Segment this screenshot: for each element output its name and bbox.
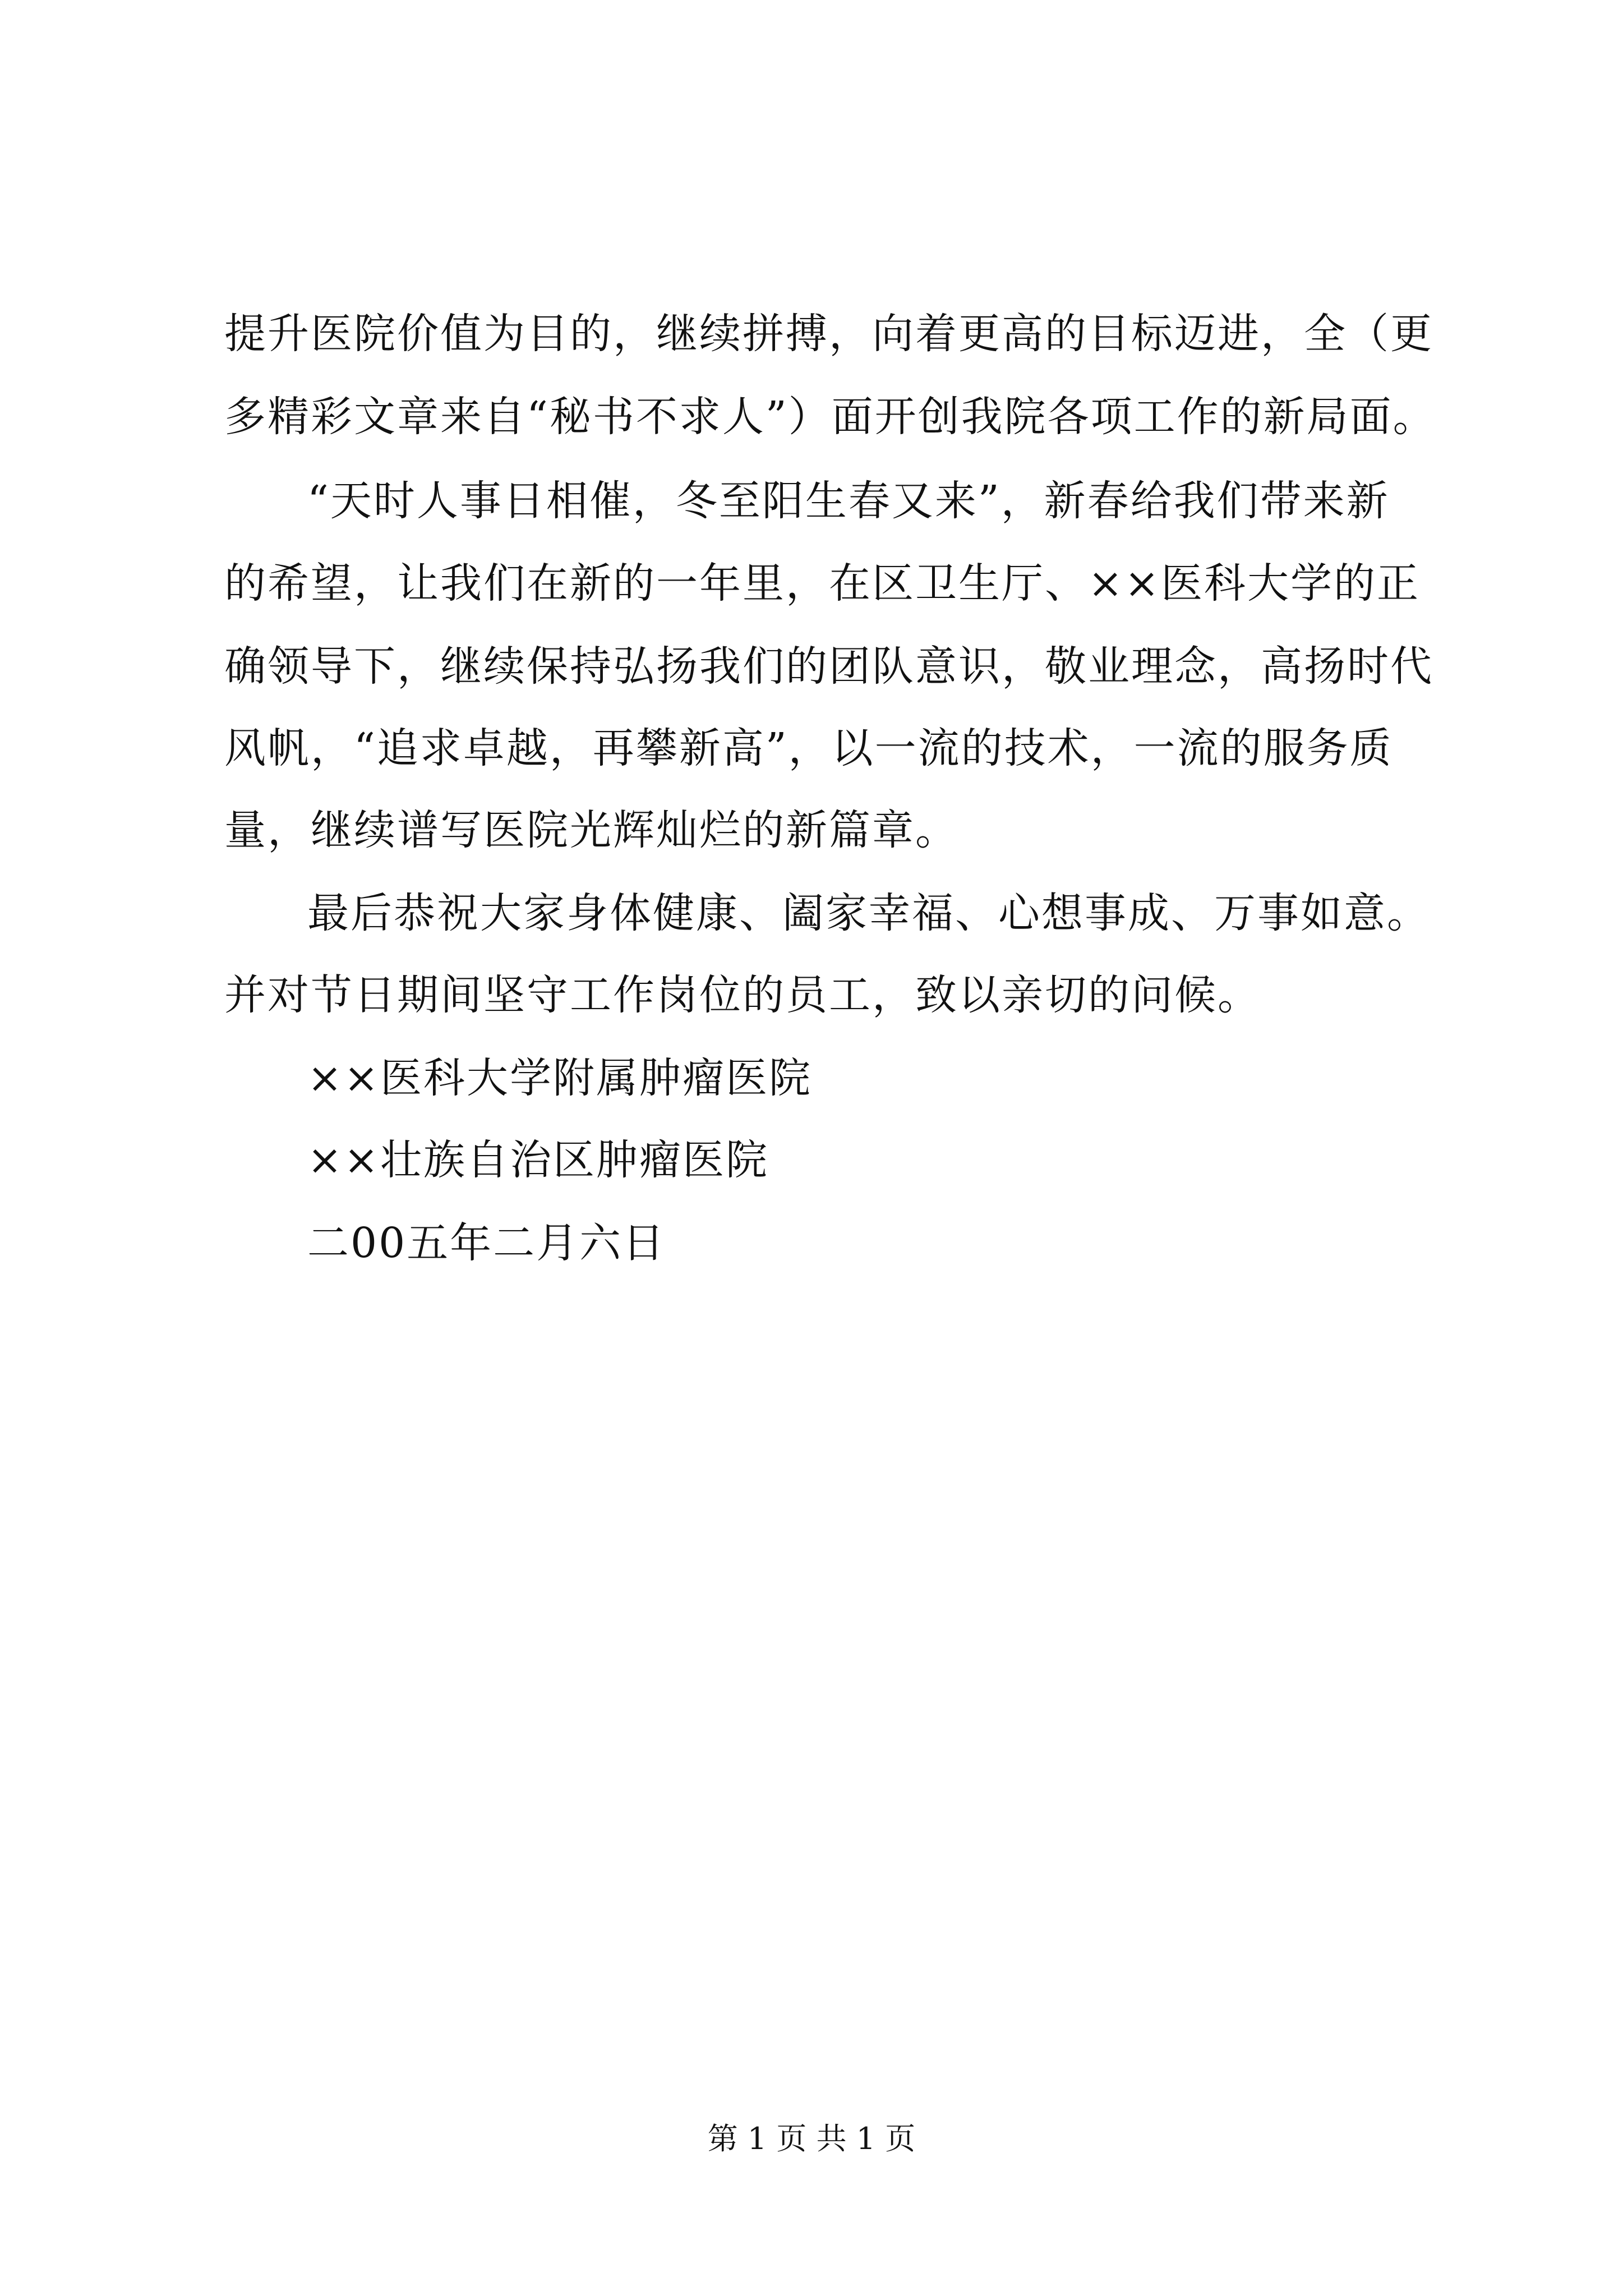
signature-org-1: ××医科大学附属肿瘤医院 bbox=[307, 1054, 813, 1102]
paragraph-3-line-1: 最后恭祝大家身体健康、阖家幸福、心想事成、万事如意。 bbox=[307, 889, 1430, 937]
paragraph-3-line-2: 并对节日期间坚守工作岗位的员工，致以亲切的问候。 bbox=[224, 971, 1261, 1019]
paragraph-2-line-4: 风帆，“追求卓越，再攀新高”，以一流的技术，一流的服务质 bbox=[224, 724, 1393, 772]
signature-date: 二00五年二月六日 bbox=[307, 1219, 666, 1267]
paragraph-2-line-3: 确领导下，继续保持弘扬我们的团队意识，敬业理念，高扬时代 bbox=[224, 642, 1433, 691]
signature-org-2: ××壮族自治区肿瘤医院 bbox=[307, 1136, 769, 1184]
paragraph-2-line-1: “天时人事日相催，冬至阳生春又来”，新春给我们带来新 bbox=[307, 477, 1390, 525]
page-number-footer: 第 1 页 共 1 页 bbox=[707, 2121, 916, 2156]
paragraph-2-line-2: 的希望，让我们在新的一年里，在区卫生厅、××医科大学的正 bbox=[224, 559, 1421, 608]
paragraph-2-line-5: 量，继续谱写医院光辉灿烂的新篇章。 bbox=[224, 806, 958, 854]
paragraph-1-line-1: 提升医院价值为目的，继续拼搏，向着更高的目标迈进，全（更 bbox=[224, 310, 1433, 358]
paragraph-1-line-2: 多精彩文章来自“秘书不求人”）面开创我院各项工作的新局面。 bbox=[224, 393, 1436, 441]
